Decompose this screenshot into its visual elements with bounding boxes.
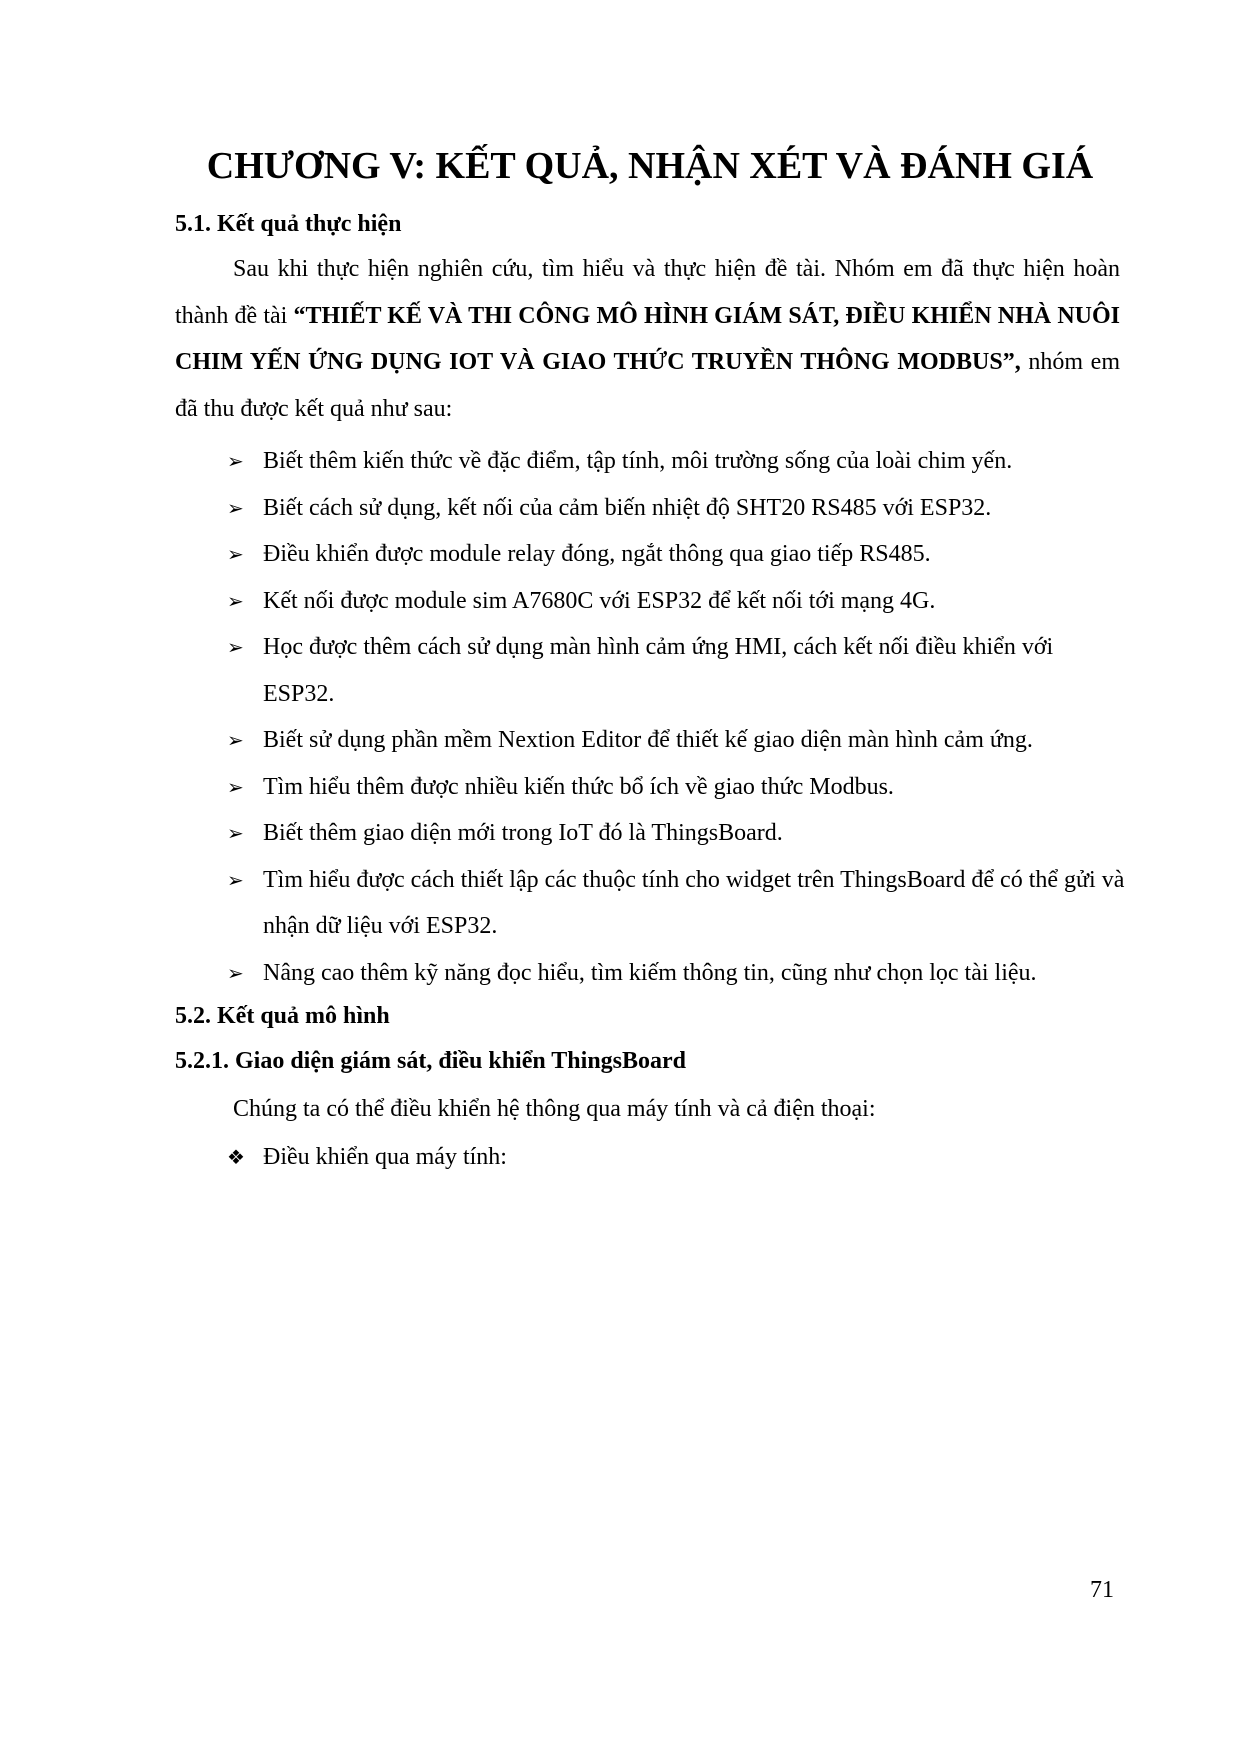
section-5-2-heading: 5.2. Kết quả mô hình xyxy=(175,1003,390,1029)
arrow-bullet-icon: ➢ xyxy=(227,867,244,892)
list-item xyxy=(175,531,1125,578)
project-title: “THIẾT KẾ VÀ THI CÔNG MÔ HÌNH GIÁM SÁT, ĐIỀU KHIỂN NHÀ NUÔI CHIM YẾN ỨNG DỤNG IOT VÀ GIAO THỨC TRUYỀN THÔNG MODBUS”, xyxy=(175,302,1120,375)
list-item-text: Biết sử dụng phần mềm Nextion Editor để thiết kế giao diện màn hình cảm ứng. xyxy=(263,727,1033,753)
list-item-text: Tìm hiểu được cách thiết lập các thuộc tính cho widget trên ThingsBoard để có thể gửi và nhận dữ liệu với ESP32. xyxy=(263,866,1125,939)
list-item xyxy=(175,810,1125,857)
section-5-1-intro-paragraph xyxy=(175,246,1120,432)
list-item xyxy=(175,485,1125,532)
list-item-text: Học được thêm cách sử dụng màn hình cảm ứng HMI, cách kết nối điều khiển với ESP32. xyxy=(263,634,1054,707)
arrow-bullet-icon: ➢ xyxy=(227,774,244,799)
list-item-text: Biết cách sử dụng, kết nối của cảm biến nhiệt độ SHT20 RS485 với ESP32. xyxy=(263,494,992,521)
diamond-bullet-icon: ❖ xyxy=(227,1145,245,1169)
list-item xyxy=(175,950,1125,997)
section-5-2-1-heading: 5.2.1. Giao diện giám sát, điều khiển ThingsBoard xyxy=(175,1048,687,1074)
list-item xyxy=(175,857,1125,950)
intro-text-after: nhóm em đã thu được kết quả như sau: xyxy=(175,349,1120,422)
list-item xyxy=(175,438,1125,485)
arrow-bullet-icon: ➢ xyxy=(227,728,244,752)
list-item xyxy=(175,764,1125,811)
arrow-bullet-icon: ➢ xyxy=(227,588,244,613)
arrow-bullet-icon: ➢ xyxy=(227,960,244,985)
section-5-2-1-intro: Chúng ta có thể điều khiển hệ thông qua máy tính và cả điện thoại: xyxy=(233,1096,876,1122)
list-item-text: Kết nối được module sim A7680C với ESP32 để kết nối tới mạng 4G. xyxy=(263,587,936,614)
list-item-text: Nâng cao thêm kỹ năng đọc hiểu, tìm kiếm thông tin, cũng như chọn lọc tài liệu. xyxy=(263,959,1037,986)
page-number: 71 xyxy=(1090,1577,1114,1603)
list-item xyxy=(175,578,1125,625)
arrow-bullet-icon: ➢ xyxy=(227,635,244,659)
list-item-text: Biết thêm kiến thức về đặc điểm, tập tính, môi trường sống của loài chim yến. xyxy=(263,448,1013,474)
list-item-text: Điều khiển được module relay đóng, ngắt thông qua giao tiếp RS485. xyxy=(263,541,931,567)
section-5-1-heading: 5.1. Kết quả thực hiện xyxy=(175,211,402,237)
pc-control-item xyxy=(227,1141,507,1173)
chapter-title: CHƯƠNG V: KẾT QUẢ, NHẬN XÉT VÀ ĐÁNH GIÁ xyxy=(206,145,1094,187)
arrow-bullet-icon: ➢ xyxy=(227,542,244,566)
list-item xyxy=(175,717,1125,764)
arrow-bullet-icon: ➢ xyxy=(227,449,244,473)
list-item-text: Biết thêm giao diện mới trong IoT đó là ThingsBoard. xyxy=(263,820,783,846)
results-list xyxy=(175,438,1125,996)
list-item xyxy=(175,624,1125,717)
list-item-text: Tìm hiểu thêm được nhiều kiến thức bổ ích về giao thức Modbus. xyxy=(263,773,894,800)
pc-control-text: Điều khiển qua máy tính: xyxy=(263,1144,507,1170)
arrow-bullet-icon: ➢ xyxy=(227,495,244,520)
arrow-bullet-icon: ➢ xyxy=(227,821,244,845)
intro-text-before: Sau khi thực hiện nghiên cứu, tìm hiểu và thực hiện đề tài. Nhóm em đã thực hiện hoàn thành đề tài xyxy=(175,256,1120,329)
